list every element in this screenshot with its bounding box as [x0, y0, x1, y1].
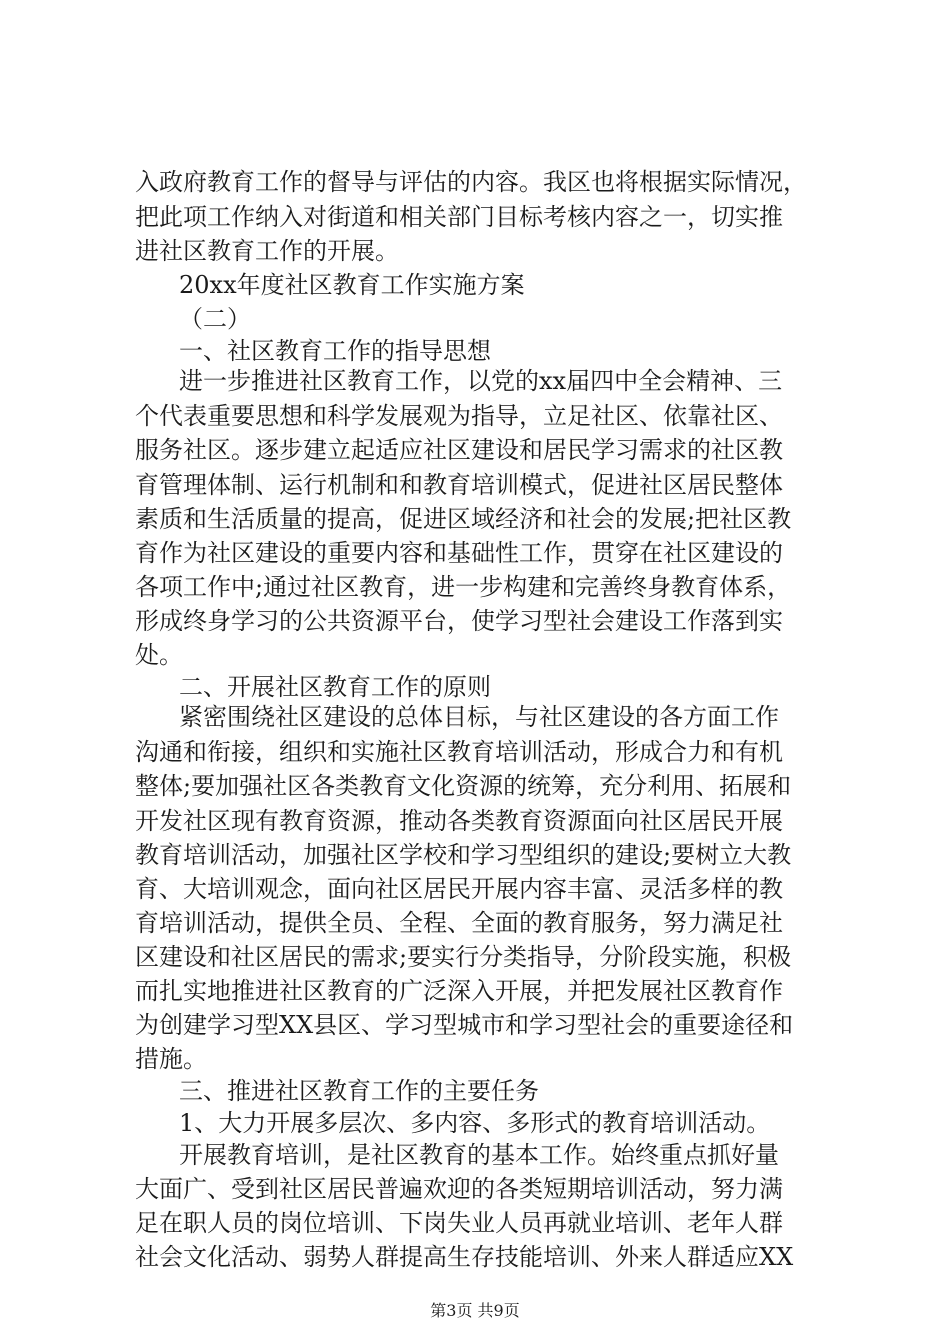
text-line: 为创建学习型XX县区、学习型城市和学习型社会的重要途径和 — [135, 1011, 794, 1039]
text-line: 大面广、受到社区居民普遍欢迎的各类短期培训活动，努力满 — [135, 1175, 783, 1203]
text-line: 各项工作中;通过社区教育，进一步构建和完善终身教育体系， — [135, 573, 792, 601]
text-line: 育管理体制、运行机制和和教育培训模式，促进社区居民整体 — [135, 471, 783, 499]
text-line: 教育培训活动，加强社区学校和学习型组织的建设;要树立大教 — [135, 841, 792, 869]
section-heading-1: 一、社区教育工作的指导思想 — [179, 337, 491, 365]
text-line: 措施。 — [135, 1045, 207, 1073]
text-line: 把此项工作纳入对街道和相关部门目标考核内容之一，切实推 — [135, 203, 783, 231]
paragraph-start: 开展教育培训，是社区教育的基本工作。始终重点抓好量 — [179, 1141, 779, 1169]
text-line: 整体;要加强社区各类教育文化资源的统筹，充分利用、拓展和 — [135, 772, 792, 800]
text-line: 育作为社区建设的重要内容和基础性工作，贯穿在社区建设的 — [135, 539, 783, 567]
section-heading-2: 二、开展社区教育工作的原则 — [179, 673, 491, 701]
text-line: 服务社区。逐步建立起适应社区建设和居民学习需求的社区教 — [135, 436, 783, 464]
text-line: 素质和生活质量的提高，促进区域经济和社会的发展;把社区教 — [135, 505, 792, 533]
text-line: 开发社区现有教育资源，推动各类教育资源面向社区居民开展 — [135, 807, 783, 835]
text-line: 处。 — [135, 641, 183, 669]
paragraph-start: 进一步推进社区教育工作，以党的xx届四中全会精神、三 — [179, 367, 783, 395]
subsection-heading: 1、大力开展多层次、多内容、多形式的教育培训活动。 — [179, 1109, 771, 1137]
text-line: 形成终身学习的公共资源平台，使学习型社会建设工作落到实 — [135, 607, 783, 635]
plan-part-number: （二） — [179, 305, 251, 333]
text-line: 区建设和社区居民的需求;要实行分类指导，分阶段实施，积极 — [135, 943, 792, 971]
text-line: 育、大培训观念，面向社区居民开展内容丰富、灵活多样的教 — [135, 875, 783, 903]
plan-title: 20xx年度社区教育工作实施方案 — [179, 271, 525, 299]
section-heading-3: 三、推进社区教育工作的主要任务 — [179, 1077, 539, 1105]
text-line: 社会文化活动、弱势人群提高生存技能培训、外来人群适应XX — [135, 1243, 794, 1271]
text-line: 个代表重要思想和科学发展观为指导，立足社区、依靠社区、 — [135, 402, 783, 430]
paragraph-start: 紧密围绕社区建设的总体目标，与社区建设的各方面工作 — [179, 703, 779, 731]
text-line: 入政府教育工作的督导与评估的内容。我区也将根据实际情况， — [135, 168, 807, 196]
text-line: 进社区教育工作的开展。 — [135, 237, 399, 265]
text-line: 沟通和衔接，组织和实施社区教育培训活动，形成合力和有机 — [135, 738, 783, 766]
text-line: 足在职人员的岗位培训、下岗失业人员再就业培训、老年人群 — [135, 1209, 783, 1237]
text-line: 而扎实地推进社区教育的广泛深入开展，并把发展社区教育作 — [135, 977, 783, 1005]
page-number: 第3页 共9页 — [430, 1301, 520, 1320]
text-line: 育培训活动，提供全员、全程、全面的教育服务，努力满足社 — [135, 909, 783, 937]
